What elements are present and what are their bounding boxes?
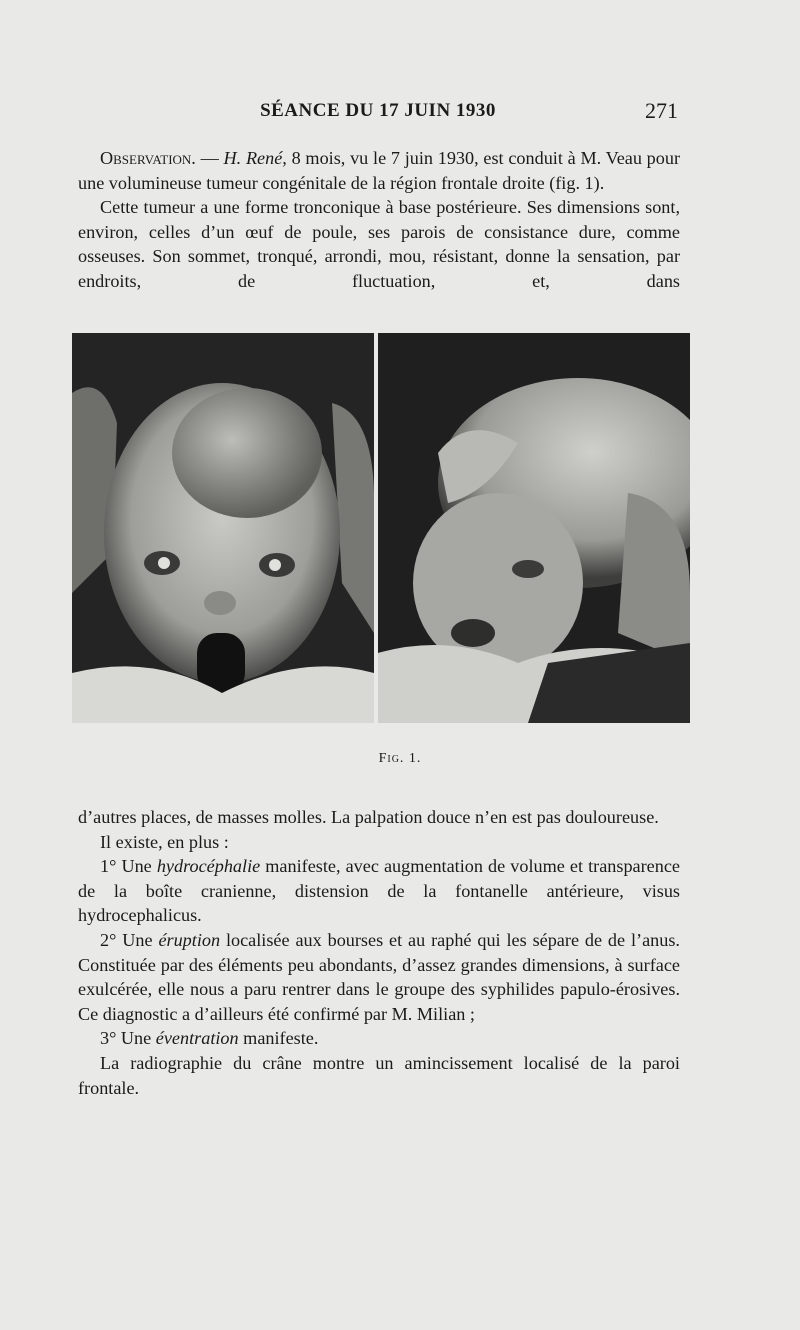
item-text: manifeste, avec augmentation de volume et transparence de la boîte cranienne, distension de la fontanelle antérieure, visus hydrocephalicus. [78,856,680,926]
item-number: 1° [100,856,117,877]
item-text: manifeste. [238,1028,319,1049]
page-number: 271 [645,98,678,123]
observation-dash: — [195,148,224,168]
infant-profile-photo [374,333,690,723]
item-text: Une [116,856,157,877]
item-term: éruption [158,929,221,950]
page-header [78,100,678,130]
list-item-eventration [78,1026,680,1051]
item-text: localisée aux bourses et au raphé qui les sépare de de l’anus. Constituée par des éléments peu abondants, d’assez grandes dimensions, à surface exulcérée, elle nous a paru rentrer dans le groupe des syphilides papulo-érosives. Ce diagnostic a d’ailleurs été confirmé par M. Milian ; [78,929,680,1024]
item-number: 3° [100,1028,117,1049]
figure-1 [72,333,686,723]
tumor-description-paragraph: Cette tumeur a une forme tronconique à base postérieure. Ses dimensions sont, environ, celles d’un œuf de poule, ses parois de consistance dure, comme osseuses. Son sommet, tronqué, arrondi, mou, résistant, donne la sensation, par endroits, de fluctuation, et, dans [78,197,680,291]
infant-front-photo [72,333,374,723]
list-item-hydrocephalie [78,854,680,928]
item-term: éventration [155,1028,239,1049]
item-term: hydrocéphalie [156,856,261,877]
top-text-block [78,146,680,294]
bottom-text-block [78,805,680,1100]
running-head: SÉANCE DU 17 JUIN 1930 [260,100,496,121]
observation-paragraph [78,146,680,195]
observation-text: 8 mois, vu le 7 juin 1930, est conduit à M. Veau pour une volumineuse tumeur congénitale de la région frontale droite (fig. 1). [78,148,681,193]
figure-caption: Fig. 1. [378,751,422,766]
item-number: 2° [100,929,117,950]
list-intro: Il existe, en plus : [100,831,229,852]
patient-name: H. René, [223,148,287,168]
list-item-eruption [78,928,680,1026]
item-text: Une [116,1028,156,1049]
observation-label: Observation. [100,148,196,168]
continuation-paragraph: d’autres places, de masses molles. La palpation douce n’en est pas douloureuse. [78,807,659,827]
item-text: Une [116,929,159,950]
radiography-paragraph: La radiographie du crâne montre un amincissement localisé de la paroi frontale. [78,1052,680,1098]
